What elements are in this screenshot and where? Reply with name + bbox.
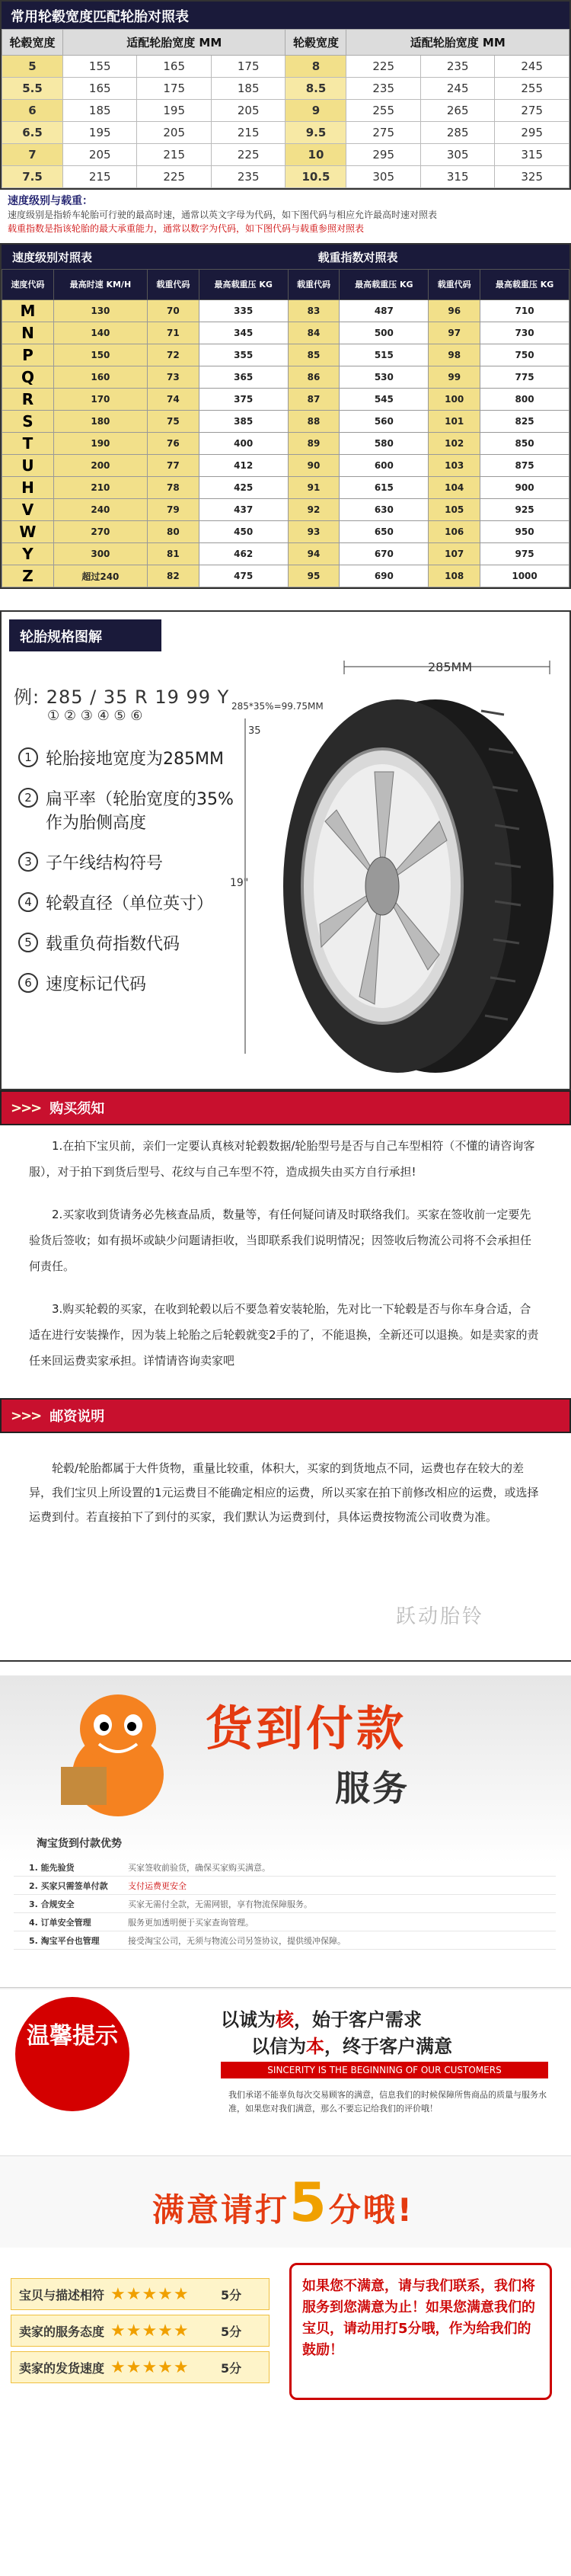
spec-item (18, 931, 247, 955)
speed-load-cell: 105 (429, 499, 480, 521)
tire-width-cell: 295 (495, 122, 569, 144)
spec-nums-line: ① ② ③ ④ ⑤ ⑥ (47, 708, 143, 724)
spec-item-number: 4 (18, 892, 38, 912)
shipping-bar-title: 邮资说明 (49, 1409, 105, 1425)
warm-tip-text: 温馨提示 (27, 2023, 118, 2050)
tire-width-cell: 185 (63, 100, 137, 122)
speed-load-cell: 90 (288, 455, 340, 477)
speed-load-cell: 86 (288, 366, 340, 389)
rim-width-cell: 9 (286, 100, 346, 122)
tire-width-cell: 225 (346, 56, 420, 78)
spec-item-text: 速度标记代码 (46, 975, 147, 994)
rim-header-width: 轮毂宽度 (2, 30, 63, 56)
rating-score: 5分 (221, 2287, 242, 2302)
spec-item-text: 扁平率（轮胎宽度的35%作为胎侧高度 (46, 790, 234, 833)
spec-item-number: 3 (18, 852, 38, 872)
tire-width-cell: 165 (137, 56, 211, 78)
speed-load-cell: 925 (480, 499, 569, 521)
speed-load-cell: 88 (288, 411, 340, 433)
speed-load-cell: 825 (480, 411, 569, 433)
purchase-bar-arrows: >>> (11, 1099, 41, 1116)
speed-load-cell: 475 (199, 565, 288, 587)
speed-load-cell: 580 (340, 433, 429, 455)
speed-load-cell: 200 (53, 455, 147, 477)
rim-row (2, 100, 569, 122)
tire-width-cell: 265 (420, 100, 494, 122)
speed-code-cell: T (2, 433, 54, 455)
warm-tip-banner (0, 1988, 571, 2155)
tire-width-cell: 215 (137, 144, 211, 166)
speed-load-cell: 81 (147, 543, 199, 565)
cod-benefit-value: 买家无需付全款，无需网银，享有物流保障服务。 (128, 1899, 312, 1909)
tire-width-cell: 205 (137, 122, 211, 144)
speed-load-cell: 79 (147, 499, 199, 521)
speed-load-cell: 750 (480, 344, 569, 366)
speed-load-cell: 170 (53, 389, 147, 411)
spec-item-text: 子午线结构符号 (46, 854, 164, 873)
speed-load-row (2, 499, 569, 521)
speed-load-cell: 400 (199, 433, 288, 455)
speed-load-col-header: 载重代码 (288, 270, 340, 300)
speed-code-cell: P (2, 344, 54, 366)
speed-load-cell: 102 (429, 433, 480, 455)
speed-load-row (2, 411, 569, 433)
speed-load-cell: 83 (288, 300, 340, 322)
spec-item-number: 5 (18, 933, 38, 952)
speed-load-cell: 630 (340, 499, 429, 521)
rim-width-cell: 7 (2, 144, 63, 166)
speed-load-cell: 130 (53, 300, 147, 322)
speed-load-cell: 335 (199, 300, 288, 322)
speed-code-cell: H (2, 477, 54, 499)
tire-width-cell: 325 (495, 166, 569, 188)
tire-width-cell: 185 (211, 78, 286, 100)
cod-benefit-key: 2. 买家只需签单付款 (29, 1880, 108, 1891)
tire-width-cell: 285 (420, 122, 494, 144)
rim-width-table (2, 29, 569, 188)
speed-load-col-header: 最高时速 KM/H (53, 270, 147, 300)
speed-load-cell: 560 (340, 411, 429, 433)
tire-width-cell: 275 (495, 100, 569, 122)
rating-row (11, 2351, 270, 2383)
rim-width-cell: 10 (286, 144, 346, 166)
speed-load-cell: 78 (147, 477, 199, 499)
speed-load-cell: 365 (199, 366, 288, 389)
rating-message: 如果您不满意，请与我们联系，我们将服务到您满意为止！如果您满意我们的宝贝，请动用打5分哦，作为给我们的鼓励！ (289, 2263, 552, 2400)
cod-headline: 货到付款 (206, 1701, 407, 1756)
speed-load-cell: 97 (429, 322, 480, 344)
rim-width-cell: 5.5 (2, 78, 63, 100)
tire-width-cell: 245 (420, 78, 494, 100)
speed-code-cell: U (2, 455, 54, 477)
warm-slogan-2-b: 本 (306, 2036, 324, 2057)
dim-top-label: 285MM (428, 660, 473, 674)
shipping-notes (0, 1433, 571, 1662)
rim-table-title: 常用轮毂宽度匹配轮胎对照表 (2, 2, 569, 29)
speed-code-cell: Z (2, 565, 54, 587)
speed-load-cell: 超过240 (53, 565, 147, 587)
purchase-note-1: 1.在拍下宝贝前，亲们一定要认真核对轮毂数据/轮胎型号是否与自己车型相符（不懂的请咨询客服），对于拍下到货后型号、花纹与自己车型不符，造成损失由买方自行承担! (29, 1139, 535, 1179)
rating-headline-5: 5 (289, 2171, 329, 2234)
tire-width-cell: 175 (137, 78, 211, 100)
speed-load-col-header: 最高载重压 KG (480, 270, 569, 300)
speed-load-cell: 100 (429, 389, 480, 411)
cod-benefit-row (14, 1895, 556, 1913)
spec-item-number: 1 (18, 747, 38, 767)
spec-item-text: 载重负荷指数代码 (46, 935, 180, 954)
mascot-icon (46, 1683, 190, 1828)
speed-load-cell: 98 (429, 344, 480, 366)
rating-headline (152, 2171, 414, 2234)
warm-slogan-2-c: ，终于客户满意 (324, 2036, 452, 2057)
speed-load-cell: 437 (199, 499, 288, 521)
speed-load-cell: 93 (288, 521, 340, 543)
speed-load-cell: 850 (480, 433, 569, 455)
speed-load-cell: 615 (340, 477, 429, 499)
tire-width-cell: 245 (495, 56, 569, 78)
rim-width-cell: 7.5 (2, 166, 63, 188)
tire-width-cell: 195 (137, 100, 211, 122)
speed-load-cell: 450 (199, 521, 288, 543)
tire-width-cell: 215 (211, 122, 286, 144)
speed-load-cell: 84 (288, 322, 340, 344)
tire-width-cell: 315 (420, 166, 494, 188)
rim-header-width-2: 轮毂宽度 (286, 30, 346, 56)
speed-code-cell: N (2, 322, 54, 344)
spec-item (18, 971, 247, 995)
purchase-notes (0, 1125, 571, 1398)
tire-width-cell: 305 (420, 144, 494, 166)
speed-load-cell: 99 (429, 366, 480, 389)
rim-width-cell: 6 (2, 100, 63, 122)
speed-load-row (2, 565, 569, 587)
cod-benefits (14, 1835, 556, 1950)
warm-slogan-1-a: 以诚为 (221, 2009, 276, 2030)
rating-rows (11, 2278, 270, 2388)
speed-load-cell: 160 (53, 366, 147, 389)
speed-load-cell: 690 (340, 565, 429, 587)
speed-load-cell: 74 (147, 389, 199, 411)
tire-width-cell: 225 (137, 166, 211, 188)
speed-load-cell: 900 (480, 477, 569, 499)
speed-load-cell: 190 (53, 433, 147, 455)
tire-width-cell: 295 (346, 144, 420, 166)
speed-load-cell: 950 (480, 521, 569, 543)
speed-load-col-header: 最高载重压 KG (340, 270, 429, 300)
speed-load-cell: 487 (340, 300, 429, 322)
tire-width-cell: 195 (63, 122, 137, 144)
speed-load-cell: 180 (53, 411, 147, 433)
speed-load-cell: 210 (53, 477, 147, 499)
tire-width-cell: 165 (63, 78, 137, 100)
dim-35-label: 35 (248, 725, 261, 737)
speed-load-row (2, 322, 569, 344)
notes-line-1: 速度级别是指轿车轮胎可行驶的最高时速，通常以英文字母为代码，如下图代码与相应允许最高时速对照表 (8, 210, 438, 220)
speed-load-cell: 730 (480, 322, 569, 344)
speed-load-col-header: 速度代码 (2, 270, 54, 300)
tire-width-cell: 305 (346, 166, 420, 188)
speed-load-table (2, 269, 569, 587)
tire-width-cell: 205 (63, 144, 137, 166)
speed-load-cell: 70 (147, 300, 199, 322)
cod-benefit-row (14, 1931, 556, 1950)
rim-width-cell: 8 (286, 56, 346, 78)
speed-load-row (2, 344, 569, 366)
tire-width-cell: 255 (495, 78, 569, 100)
tire-illustration (230, 658, 565, 1084)
warm-slogan-2 (251, 2031, 452, 2058)
tire-width-cell: 215 (63, 166, 137, 188)
spec-item (18, 850, 247, 874)
warm-slogan-1-b: 核 (276, 2009, 294, 2030)
rim-width-cell: 9.5 (286, 122, 346, 144)
cod-benefit-row (14, 1913, 556, 1931)
speed-load-row (2, 366, 569, 389)
speed-load-cell: 385 (199, 411, 288, 433)
spec-item (18, 746, 247, 770)
speed-load-cell: 375 (199, 389, 288, 411)
tire-width-cell: 175 (211, 56, 286, 78)
speed-load-cell: 85 (288, 344, 340, 366)
speed-load-cell: 425 (199, 477, 288, 499)
rating-row (11, 2315, 270, 2347)
tire-width-cell: 235 (346, 78, 420, 100)
speed-load-cell: 975 (480, 543, 569, 565)
tire-diagram (230, 658, 565, 1084)
cod-benefit-value: 接受淘宝公司，无须与物流公司另签协议，提供缓冲保障。 (128, 1935, 346, 1946)
speed-load-cell: 87 (288, 389, 340, 411)
speed-load-col-header: 载重代码 (147, 270, 199, 300)
dim-19-label: 19" (230, 877, 249, 889)
cod-benefit-key: 5. 淘宝平台也管理 (29, 1935, 100, 1946)
load-table-title: 载重指数对照表 (317, 250, 398, 264)
speed-load-cell: 91 (288, 477, 340, 499)
tire-width-cell: 315 (495, 144, 569, 166)
tire-width-cell: 235 (420, 56, 494, 78)
shipping-text: 轮毂/轮胎都属于大件货物，重量比较重，体积大，买家的到货地点不同，运费也存在较大的差异，我们宝贝上所设置的1元运费目不能确定相应的运费，所以买家在拍下前修改相应的运费，或选择运费到付。若直接拍下了到付的买家，我们默认为运费到付，具体运费按物流公司收费为准。 (29, 1461, 539, 1524)
speed-load-cell: 76 (147, 433, 199, 455)
warm-slogan-1 (221, 2005, 422, 2031)
speed-load-cell: 150 (53, 344, 147, 366)
purchase-note-3: 3.购买轮毂的买家，在收到轮毂以后不要急着安装轮胎，先对比一下轮毂是否与你车身合适，合适在进行安装操作，因为装上轮胎之后轮毂就变2手的了，不能退换，全新还可以退换。如是卖家的责任来回运费卖家承担。详情请咨询卖家吧 (29, 1302, 539, 1368)
speed-load-cell: 240 (53, 499, 147, 521)
cod-benefit-row (14, 1877, 556, 1895)
speed-load-row (2, 455, 569, 477)
rating-stars-icon: ★★★★★ (110, 2321, 190, 2341)
cod-banner (0, 1675, 571, 1988)
rim-width-cell: 5 (2, 56, 63, 78)
speed-load-cell: 71 (147, 322, 199, 344)
speed-load-row (2, 389, 569, 411)
cod-benefit-value: 买家签收前验货，确保买家购买满意。 (128, 1862, 270, 1873)
shop-watermark: 跃动胎铃 (396, 1605, 485, 1628)
purchase-bar (0, 1090, 571, 1125)
speed-load-col-header: 最高载重压 KG (199, 270, 288, 300)
speed-load-row (2, 521, 569, 543)
rating-label: 宝贝与描述相符 (19, 2287, 105, 2302)
tire-width-cell: 255 (346, 100, 420, 122)
warm-slogan-2-a: 以信为 (251, 2036, 306, 2057)
speed-load-notes (0, 190, 571, 240)
speed-code-cell: S (2, 411, 54, 433)
speed-load-cell: 300 (53, 543, 147, 565)
speed-load-cell: 101 (429, 411, 480, 433)
rating-row (11, 2278, 270, 2310)
speed-load-cell: 72 (147, 344, 199, 366)
speed-load-section (0, 243, 571, 589)
rating-stars-icon: ★★★★★ (110, 2284, 190, 2304)
speed-load-cell: 270 (53, 521, 147, 543)
speed-load-cell: 515 (340, 344, 429, 366)
cod-benefit-value: 支付运费更安全 (128, 1880, 187, 1891)
speed-load-cell: 77 (147, 455, 199, 477)
speed-load-cell: 650 (340, 521, 429, 543)
warm-text: 我们承诺不能辜负每次交易顾客的满意，信息我们的时候保障所售商品的质量与服务水准，如果您对我们满意，那么不要忘记给我们的评价哦！ (228, 2090, 547, 2114)
spec-item-text: 轮毂直径（单位英寸） (46, 894, 214, 914)
speed-load-cell: 94 (288, 543, 340, 565)
warm-tip-badge (15, 1997, 129, 2111)
speed-load-cell: 600 (340, 455, 429, 477)
rating-banner (0, 2155, 571, 2430)
speed-code-cell: Q (2, 366, 54, 389)
speed-load-cell: 140 (53, 322, 147, 344)
spec-title: 轮胎规格图解 (9, 619, 161, 651)
spec-item-number: 6 (18, 973, 38, 993)
speed-load-cell: 775 (480, 366, 569, 389)
speed-code-cell: Y (2, 543, 54, 565)
rim-width-cell: 6.5 (2, 122, 63, 144)
warm-sincerity-line: SINCERITY IS THE BEGINNING OF OUR CUSTOMERS (221, 2062, 548, 2078)
speed-load-cell: 96 (429, 300, 480, 322)
cod-benefit-value: 服务更加透明便于买家查询管理。 (128, 1917, 254, 1928)
speed-load-cell: 345 (199, 322, 288, 344)
speed-load-cell: 412 (199, 455, 288, 477)
cod-benefit-row (14, 1858, 556, 1877)
speed-load-row (2, 543, 569, 565)
speed-load-cell: 875 (480, 455, 569, 477)
tire-width-cell: 205 (211, 100, 286, 122)
speed-load-cell: 92 (288, 499, 340, 521)
rim-row (2, 122, 569, 144)
rating-score: 5分 (221, 2360, 242, 2376)
speed-load-cell: 104 (429, 477, 480, 499)
rim-row (2, 144, 569, 166)
speed-code-cell: V (2, 499, 54, 521)
speed-load-cell: 95 (288, 565, 340, 587)
rating-headline-a: 满意请打 (152, 2191, 290, 2229)
rating-label: 卖家的发货速度 (19, 2360, 105, 2376)
spec-item-text: 轮胎接地宽度为285MM (46, 750, 224, 769)
warm-slogan-1-c: ，始于客户需求 (294, 2009, 422, 2030)
speed-load-row (2, 477, 569, 499)
tire-width-cell: 155 (63, 56, 137, 78)
spec-code-line: 例: 285 / 35 R 19 99 Y (14, 686, 230, 708)
rating-score: 5分 (221, 2324, 242, 2339)
rating-headline-b: 分哦! (328, 2191, 414, 2229)
speed-load-cell: 710 (480, 300, 569, 322)
speed-load-cell: 80 (147, 521, 199, 543)
tire-width-cell: 235 (211, 166, 286, 188)
speed-table-title: 速度级别对照表 (12, 250, 93, 264)
speed-load-cell: 545 (340, 389, 429, 411)
speed-load-cell: 108 (429, 565, 480, 587)
speed-load-cell: 82 (147, 565, 199, 587)
rim-row (2, 78, 569, 100)
spec-list (18, 746, 247, 1012)
spec-item-number: 2 (18, 788, 38, 808)
rim-row (2, 166, 569, 188)
cod-benefit-key: 1. 能先验货 (29, 1862, 75, 1873)
speed-load-cell: 107 (429, 543, 480, 565)
speed-load-cell: 103 (429, 455, 480, 477)
speed-load-row (2, 300, 569, 322)
speed-load-header (2, 245, 569, 269)
cod-subheadline: 服务 (335, 1768, 410, 1809)
rim-header-tire: 适配轮胎宽度 MM (63, 30, 286, 56)
speed-load-cell: 355 (199, 344, 288, 366)
rim-width-section (0, 0, 571, 190)
rim-width-cell: 10.5 (286, 166, 346, 188)
rating-stars-icon: ★★★★★ (110, 2357, 190, 2377)
cod-benefit-key: 3. 合规安全 (29, 1899, 75, 1909)
speed-load-cell: 1000 (480, 565, 569, 587)
speed-load-cell: 800 (480, 389, 569, 411)
cod-benefit-key: 4. 订单安全管理 (29, 1917, 91, 1928)
speed-load-cell: 670 (340, 543, 429, 565)
rim-header-tire-2: 适配轮胎宽度 MM (346, 30, 569, 56)
spec-item (18, 786, 247, 834)
speed-load-cell: 73 (147, 366, 199, 389)
speed-load-cell: 462 (199, 543, 288, 565)
cod-benefits-header: 淘宝货到付款优势 (37, 1838, 122, 1850)
speed-code-cell: R (2, 389, 54, 411)
speed-load-row (2, 433, 569, 455)
rim-row (2, 56, 569, 78)
speed-load-col-header: 载重代码 (429, 270, 480, 300)
purchase-note-2: 2.买家收到货请务必先核查品质，数量等，有任何疑问请及时联络我们。买家在签收前一定要先验货后签收；如有损坏或缺少问题请拒收，当即联系我们说明情况；因签收后物流公司将不会承担任何责任。 (29, 1208, 532, 1273)
notes-heading: 速度级别与载重： (8, 195, 93, 207)
speed-load-cell: 106 (429, 521, 480, 543)
speed-load-cell: 500 (340, 322, 429, 344)
speed-load-cell: 530 (340, 366, 429, 389)
tire-width-cell: 275 (346, 122, 420, 144)
speed-code-cell: W (2, 521, 54, 543)
shipping-bar (0, 1398, 571, 1433)
spec-item (18, 891, 247, 914)
purchase-bar-title: 购买须知 (49, 1101, 105, 1117)
speed-code-cell: M (2, 300, 54, 322)
speed-load-cell: 75 (147, 411, 199, 433)
rim-width-cell: 8.5 (286, 78, 346, 100)
tire-spec-section (0, 610, 571, 1090)
shipping-bar-arrows: >>> (11, 1407, 41, 1424)
rating-label: 卖家的服务态度 (19, 2324, 105, 2339)
dim-label: 285*35%=99.75MM (231, 701, 324, 712)
notes-line-2: 载重指数是指该轮胎的最大承重能力，通常以数字为代码，如下图代码与载重参照对照表 (8, 223, 365, 234)
speed-load-cell: 89 (288, 433, 340, 455)
tire-width-cell: 225 (211, 144, 286, 166)
